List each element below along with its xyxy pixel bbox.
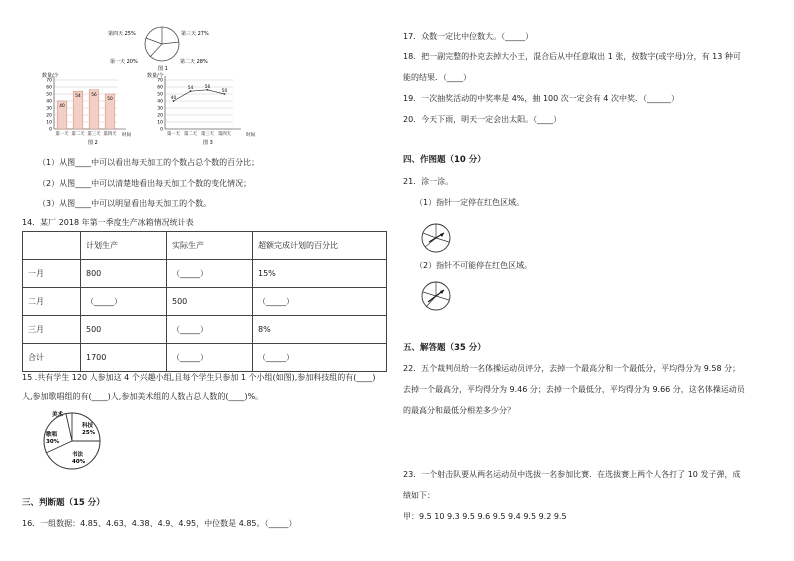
pie-slice-label: 30% xyxy=(46,439,60,445)
axis-label: 数量/个 xyxy=(147,73,164,79)
q13-part1: （1）从图____中可以看出每天加工的个数占总个数的百分比； xyxy=(38,158,260,167)
table-header-row xyxy=(23,232,387,260)
table-header-cell: 实际生产 xyxy=(167,232,253,260)
figure-caption: 图 1 xyxy=(158,66,168,72)
x-tick-label: 第四天 xyxy=(103,132,117,137)
spinner-1[interactable] xyxy=(420,222,452,254)
answer-blank[interactable]: （_____） xyxy=(253,344,387,372)
x-tick-label: 第一天 xyxy=(167,132,180,137)
pie-slice-label: 40% xyxy=(72,459,86,465)
q22-text-line3: 的最高分和最低分相差多少分？ xyxy=(403,406,515,415)
table-row xyxy=(23,288,387,316)
q22-text-line2: 去掉一个最高分，平均得分为 9.46 分；去掉一个最低分，平均得分为 9.66 分，这名体操运动员 xyxy=(403,385,745,394)
pie-slice-label: 书法 xyxy=(72,452,84,458)
x-tick-label: 第三天 xyxy=(201,132,214,137)
y-tick-label: 20 xyxy=(46,113,52,119)
q15-text-line2: 人,参加歌唱组的有(____)人,参加美术组的人数占总人数的(____)%。 xyxy=(22,392,264,401)
table-cell: 800 xyxy=(81,260,167,288)
table-row xyxy=(23,316,387,344)
pie-slice-label: 歌唱 xyxy=(46,432,58,438)
line-value-label: 50 xyxy=(221,89,228,94)
line-value-label: 54 xyxy=(187,86,194,92)
section-solve-heading: 五、解答题（35 分） xyxy=(403,343,486,353)
y-tick-label: 0 xyxy=(160,127,163,133)
pie-slice-label: 第四天 25% xyxy=(108,31,136,37)
pie-slice-label: 第一天 20% xyxy=(110,59,138,65)
x-tick-label: 第四天 xyxy=(218,132,231,137)
pie-chart-fig1 xyxy=(108,27,209,72)
section-drawing-heading: 四、作图题（10 分） xyxy=(403,155,486,165)
chart-figures xyxy=(40,22,280,150)
y-tick-label: 70 xyxy=(157,78,163,84)
x-tick-label: 第三天 xyxy=(87,132,101,137)
q19-text: 19．一次抽奖活动的中奖率是 4%，抽 100 次一定会有 4 次中奖．（______） xyxy=(403,94,679,103)
q15-text-line1: 15 .共有学生 120 人参加这 4 个兴趣小组,且每个学生只参加 1 个小组(如图),参加科技组的有(____) xyxy=(22,373,376,382)
y-tick-label: 70 xyxy=(46,78,52,84)
table-cell: 一月 xyxy=(23,260,81,288)
table-cell: 合计 xyxy=(23,344,81,372)
y-tick-label: 10 xyxy=(46,120,52,126)
pie-divider xyxy=(66,414,72,441)
spinner-divider xyxy=(436,238,449,242)
bar-value-label: 54 xyxy=(75,94,81,100)
axis-label: 时间 xyxy=(122,133,131,138)
answer-blank[interactable]: （_____） xyxy=(81,288,167,316)
line-chart-fig3 xyxy=(147,72,255,146)
pie-divider xyxy=(162,42,179,44)
table-cell: 1700 xyxy=(81,344,167,372)
answer-blank[interactable]: （_____） xyxy=(167,316,253,344)
spinner-divider xyxy=(423,233,436,238)
y-tick-label: 40 xyxy=(46,99,52,105)
table-row xyxy=(23,344,387,372)
figure-caption: 图 3 xyxy=(203,140,213,146)
pie-slice-label: 美术 xyxy=(52,412,64,418)
y-tick-label: 50 xyxy=(46,92,52,98)
q18-text-line2: 能的结果．（____） xyxy=(403,73,471,82)
q20-text: 20．今天下雨，明天一定会出太阳。（____） xyxy=(403,115,562,124)
pie-divider xyxy=(146,38,162,44)
spinner-divider xyxy=(436,296,449,300)
x-tick-label: 第一天 xyxy=(55,132,69,137)
q16-text: 16．一组数据：4.85、4.63、4.38、4.9、4.95，中位数是 4.85。（_____） xyxy=(22,519,297,528)
table-cell: 500 xyxy=(167,288,253,316)
x-tick-label: 第二天 xyxy=(71,132,85,137)
q13-part3: （3）从图____中可以明显看出每天加工的个数。 xyxy=(38,199,212,208)
y-tick-label: 40 xyxy=(157,99,163,105)
table-header-cell xyxy=(23,232,81,260)
answer-blank[interactable]: （_____） xyxy=(253,288,387,316)
table-cell: 8% xyxy=(253,316,387,344)
q21-part1: （1）指针一定停在红色区域。 xyxy=(415,198,525,207)
table-cell: 500 xyxy=(81,316,167,344)
line-series xyxy=(174,90,225,101)
table-cell: 三月 xyxy=(23,316,81,344)
table-cell: 二月 xyxy=(23,288,81,316)
q15-pie-chart xyxy=(34,409,114,473)
y-tick-label: 0 xyxy=(49,127,52,133)
y-tick-label: 10 xyxy=(157,120,163,126)
q22-text-line1: 22．五个裁判员给一名体操运动员评分，去掉一个最高分和一个最低分，平均得分为 9.58 分； xyxy=(403,364,741,373)
table-cell: 15% xyxy=(253,260,387,288)
bar-value-label: 50 xyxy=(107,97,113,102)
bar-value-label: 40 xyxy=(59,104,65,109)
pie-slice-label: 25% xyxy=(82,430,96,436)
table-header-cell: 计划生产 xyxy=(81,232,167,260)
q17-text: 17．众数一定比中位数大。（_____） xyxy=(403,32,534,41)
pie-divider xyxy=(150,44,162,57)
y-tick-label: 60 xyxy=(46,85,52,91)
q18-text-line1: 18．把一副完整的扑克去掉大小王，混合后从中任意取出 1 张，按数字(或字母)分，有 13 种可 xyxy=(403,52,741,61)
line-value-label: 40 xyxy=(170,96,177,101)
q13-part2: （2）从图____中可以清楚地看出每天加工个数的变化情况； xyxy=(38,179,252,188)
pie-slice-label: 第二天 28% xyxy=(180,59,208,65)
pie-slice-label: 第三天 27% xyxy=(181,31,209,37)
figure-caption: 图 2 xyxy=(88,140,98,146)
axis-label: 时间 xyxy=(246,133,255,138)
q23-text-line1: 23．一个射击队要从两名运动员中选拔一名参加比赛．在选拔赛上两个人各打了 10 发子弹，成 xyxy=(403,470,741,479)
pie-slice-label: 科技 xyxy=(82,423,94,429)
table-header-cell: 超额完成计划的百分比 xyxy=(253,232,387,260)
axis-label: 数量/个 xyxy=(42,73,59,79)
line-value-label: 56 xyxy=(204,84,211,90)
bar-value-label: 56 xyxy=(91,92,97,98)
y-tick-label: 30 xyxy=(46,106,52,112)
answer-blank[interactable]: （_____） xyxy=(167,260,253,288)
q23-scores-a: 甲：9.5 10 9.3 9.5 9.6 9.5 9.4 9.5 9.2 9.5 xyxy=(403,512,567,521)
spinner-divider xyxy=(423,292,436,296)
q14-table xyxy=(22,231,387,372)
y-tick-label: 20 xyxy=(157,113,163,119)
y-tick-label: 60 xyxy=(157,85,163,91)
spinner-2[interactable] xyxy=(420,280,452,312)
q23-text-line2: 绩如下： xyxy=(403,491,435,500)
q21-part2: （2）指针不可能停在红色区域。 xyxy=(415,261,533,270)
q21-text: 21．涂一涂。 xyxy=(403,177,454,186)
y-tick-label: 30 xyxy=(157,106,163,112)
q14-title: 14．某厂 2018 年第一季度生产冰箱情况统计表 xyxy=(22,218,194,227)
bar-chart-fig2 xyxy=(42,72,131,146)
section-judgement-heading: 三、判断题（15 分） xyxy=(22,498,105,508)
y-tick-label: 50 xyxy=(157,92,163,98)
table-row xyxy=(23,260,387,288)
x-tick-label: 第二天 xyxy=(184,132,197,137)
answer-blank[interactable]: （_____） xyxy=(167,344,253,372)
